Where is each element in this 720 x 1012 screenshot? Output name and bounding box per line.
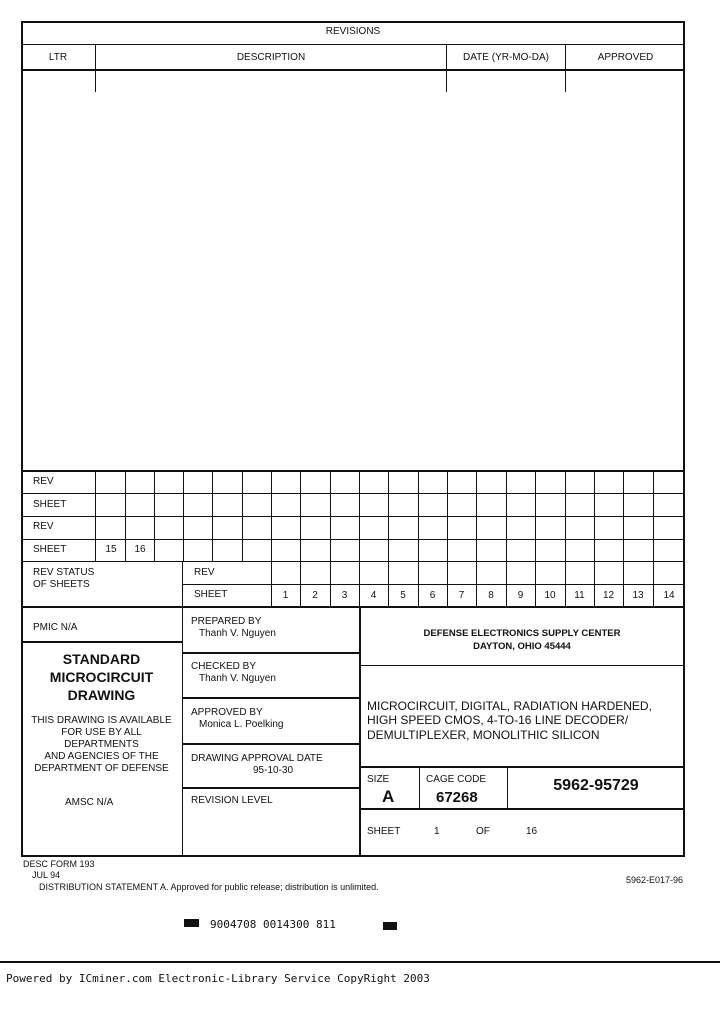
barcode-text: 9004708 0014300 811 <box>210 918 336 931</box>
sheet-value: 1 <box>434 826 440 837</box>
grid-col-line <box>271 470 272 561</box>
revisions-title: REVISIONS <box>325 26 381 37</box>
col-divider <box>565 44 566 92</box>
approval-date-divider <box>182 787 359 789</box>
sheet-label-1: SHEET <box>33 499 67 510</box>
rev-label-b: REV <box>194 567 215 578</box>
of-label: OF <box>476 826 490 837</box>
title-divider <box>359 766 685 768</box>
size-row-bottom <box>359 808 685 810</box>
col-divider <box>95 44 96 92</box>
grid-row-line <box>21 516 685 517</box>
approval-date-label: DRAWING APPROVAL DATE <box>191 753 323 764</box>
sheet-number: 1 <box>282 590 289 601</box>
grid-col-line <box>359 470 360 561</box>
size-value: A <box>382 787 395 806</box>
grid-col-line <box>242 470 243 561</box>
sheet-number: 6 <box>429 590 436 601</box>
checked-name: Thanh V. Nguyen <box>199 673 276 684</box>
grid-col-line <box>418 470 419 561</box>
standard-line-2: MICROCIRCUIT <box>49 669 154 685</box>
of-sheets-label: OF SHEETS <box>33 579 90 590</box>
grid-col-line <box>447 470 448 561</box>
grid-col-line <box>623 470 624 561</box>
sheet-label-b: SHEET <box>194 589 228 600</box>
prepared-name: Thanh V. Nguyen <box>199 628 276 639</box>
standard-line-1: STANDARD <box>62 651 141 667</box>
availability-line-1: THIS DRAWING IS AVAILABLE <box>31 715 172 726</box>
pmic-divider <box>21 641 182 643</box>
cage-code-value: 67268 <box>436 789 478 806</box>
col-divider <box>446 44 447 92</box>
size-divider <box>419 766 420 809</box>
grid-row-line <box>21 539 685 540</box>
size-label: SIZE <box>367 774 390 785</box>
standard-line-3: DRAWING <box>67 687 136 703</box>
grid-col-line <box>330 470 331 561</box>
revisions-header-bottom <box>21 69 685 71</box>
sheet-label-2: SHEET <box>33 544 67 555</box>
availability-line-4: AND AGENCIES OF THE <box>44 751 159 762</box>
grid-col-line <box>476 470 477 561</box>
sheet-number: 5 <box>400 590 406 601</box>
col-approved: APPROVED <box>597 52 654 63</box>
drawing-number: 5962-95729 <box>553 777 639 794</box>
barcode-block-left <box>184 919 199 927</box>
sheet-number: 3 <box>341 590 348 601</box>
grid-col-line <box>535 470 536 561</box>
prepared-label: PREPARED BY <box>191 616 262 627</box>
center-divider <box>359 665 685 666</box>
sheet-number: 10 <box>544 590 556 601</box>
col-date: DATE (YR-MO-DA) <box>463 52 549 63</box>
approved-label: APPROVED BY <box>191 707 263 718</box>
availability-line-3: DEPARTMENTS <box>64 739 139 750</box>
col-ltr: LTR <box>48 52 68 63</box>
sheet-number: 8 <box>488 590 494 601</box>
barcode-block-right <box>383 922 397 930</box>
grid-col-line <box>594 470 595 561</box>
powered-by-line: Powered by ICminer.com Electronic-Library Service CopyRight 2003 <box>6 972 430 985</box>
sheet-number: 4 <box>370 590 377 601</box>
checked-label: CHECKED BY <box>191 661 257 672</box>
footer-rule <box>0 961 720 963</box>
grid-top <box>21 470 685 472</box>
form-number: DESC FORM 193 <box>23 859 95 869</box>
sheet-number: 9 <box>517 590 524 601</box>
rev-status-mid <box>182 584 685 585</box>
sheet-cell: 16 <box>134 544 146 555</box>
pmic-label: PMIC N/A <box>33 622 78 633</box>
grid-col-line <box>653 470 654 561</box>
grid-col-line <box>183 470 184 561</box>
sheet-number: 13 <box>632 590 644 601</box>
amsc-label: AMSC N/A <box>65 797 114 808</box>
cage-code-label: CAGE CODE <box>426 774 487 785</box>
distribution-statement: DISTRIBUTION STATEMENT A. Approved for public release; distribution is unlimited. <box>39 882 379 892</box>
approval-date: 95-10-30 <box>253 765 294 776</box>
approved-divider <box>182 743 359 745</box>
rev-status-label: REV STATUS <box>33 567 95 578</box>
sheet-number: 7 <box>458 590 465 601</box>
sheet-number: 2 <box>312 590 318 601</box>
supply-center-city: DAYTON, OHIO 45444 <box>473 641 571 652</box>
left-col-divider <box>182 606 183 856</box>
revision-level-label: REVISION LEVEL <box>191 795 273 806</box>
form-date: JUL 94 <box>32 870 61 880</box>
approved-name: Monica L. Poelking <box>199 719 284 730</box>
supply-center-name: DEFENSE ELECTRONICS SUPPLY CENTER <box>423 628 621 639</box>
sheet-number: 11 <box>574 590 585 601</box>
grid-col-line <box>565 470 566 561</box>
revisions-divider <box>21 44 685 45</box>
total-sheets: 16 <box>526 826 538 837</box>
checked-divider <box>182 697 359 699</box>
col-description: DESCRIPTION <box>236 52 306 63</box>
rev-label-1: REV <box>33 476 54 487</box>
grid-col-line <box>300 470 301 561</box>
grid-col-line <box>506 470 507 561</box>
grid-col-line <box>388 470 389 561</box>
title-line-3: DEMULTIPLEXER, MONOLITHIC SILICON <box>367 728 600 742</box>
sheet-number: 14 <box>663 590 675 601</box>
grid-col-line <box>95 470 96 561</box>
sheet-number: 12 <box>602 590 615 601</box>
title-line-2: HIGH SPEED CMOS, 4-TO-16 LINE DECODER/ <box>367 713 629 727</box>
grid-col-line <box>154 470 155 561</box>
document-code: 5962-E017-96 <box>626 875 684 885</box>
rev-label-2: REV <box>33 521 54 532</box>
title-line-1: MICROCIRCUIT, DIGITAL, RADIATION HARDENED, <box>367 699 652 713</box>
grid-row-line <box>21 561 685 562</box>
rev-status-bottom <box>21 606 685 608</box>
grid-row-line <box>21 493 685 494</box>
sheet-label: SHEET <box>367 826 401 837</box>
prepared-divider <box>182 652 359 654</box>
sheet-cell: 15 <box>105 544 117 555</box>
availability-line-2: FOR USE BY ALL <box>61 727 142 738</box>
grid-col-line <box>212 470 213 561</box>
availability-line-5: DEPARTMENT OF DEFENSE <box>34 763 169 774</box>
